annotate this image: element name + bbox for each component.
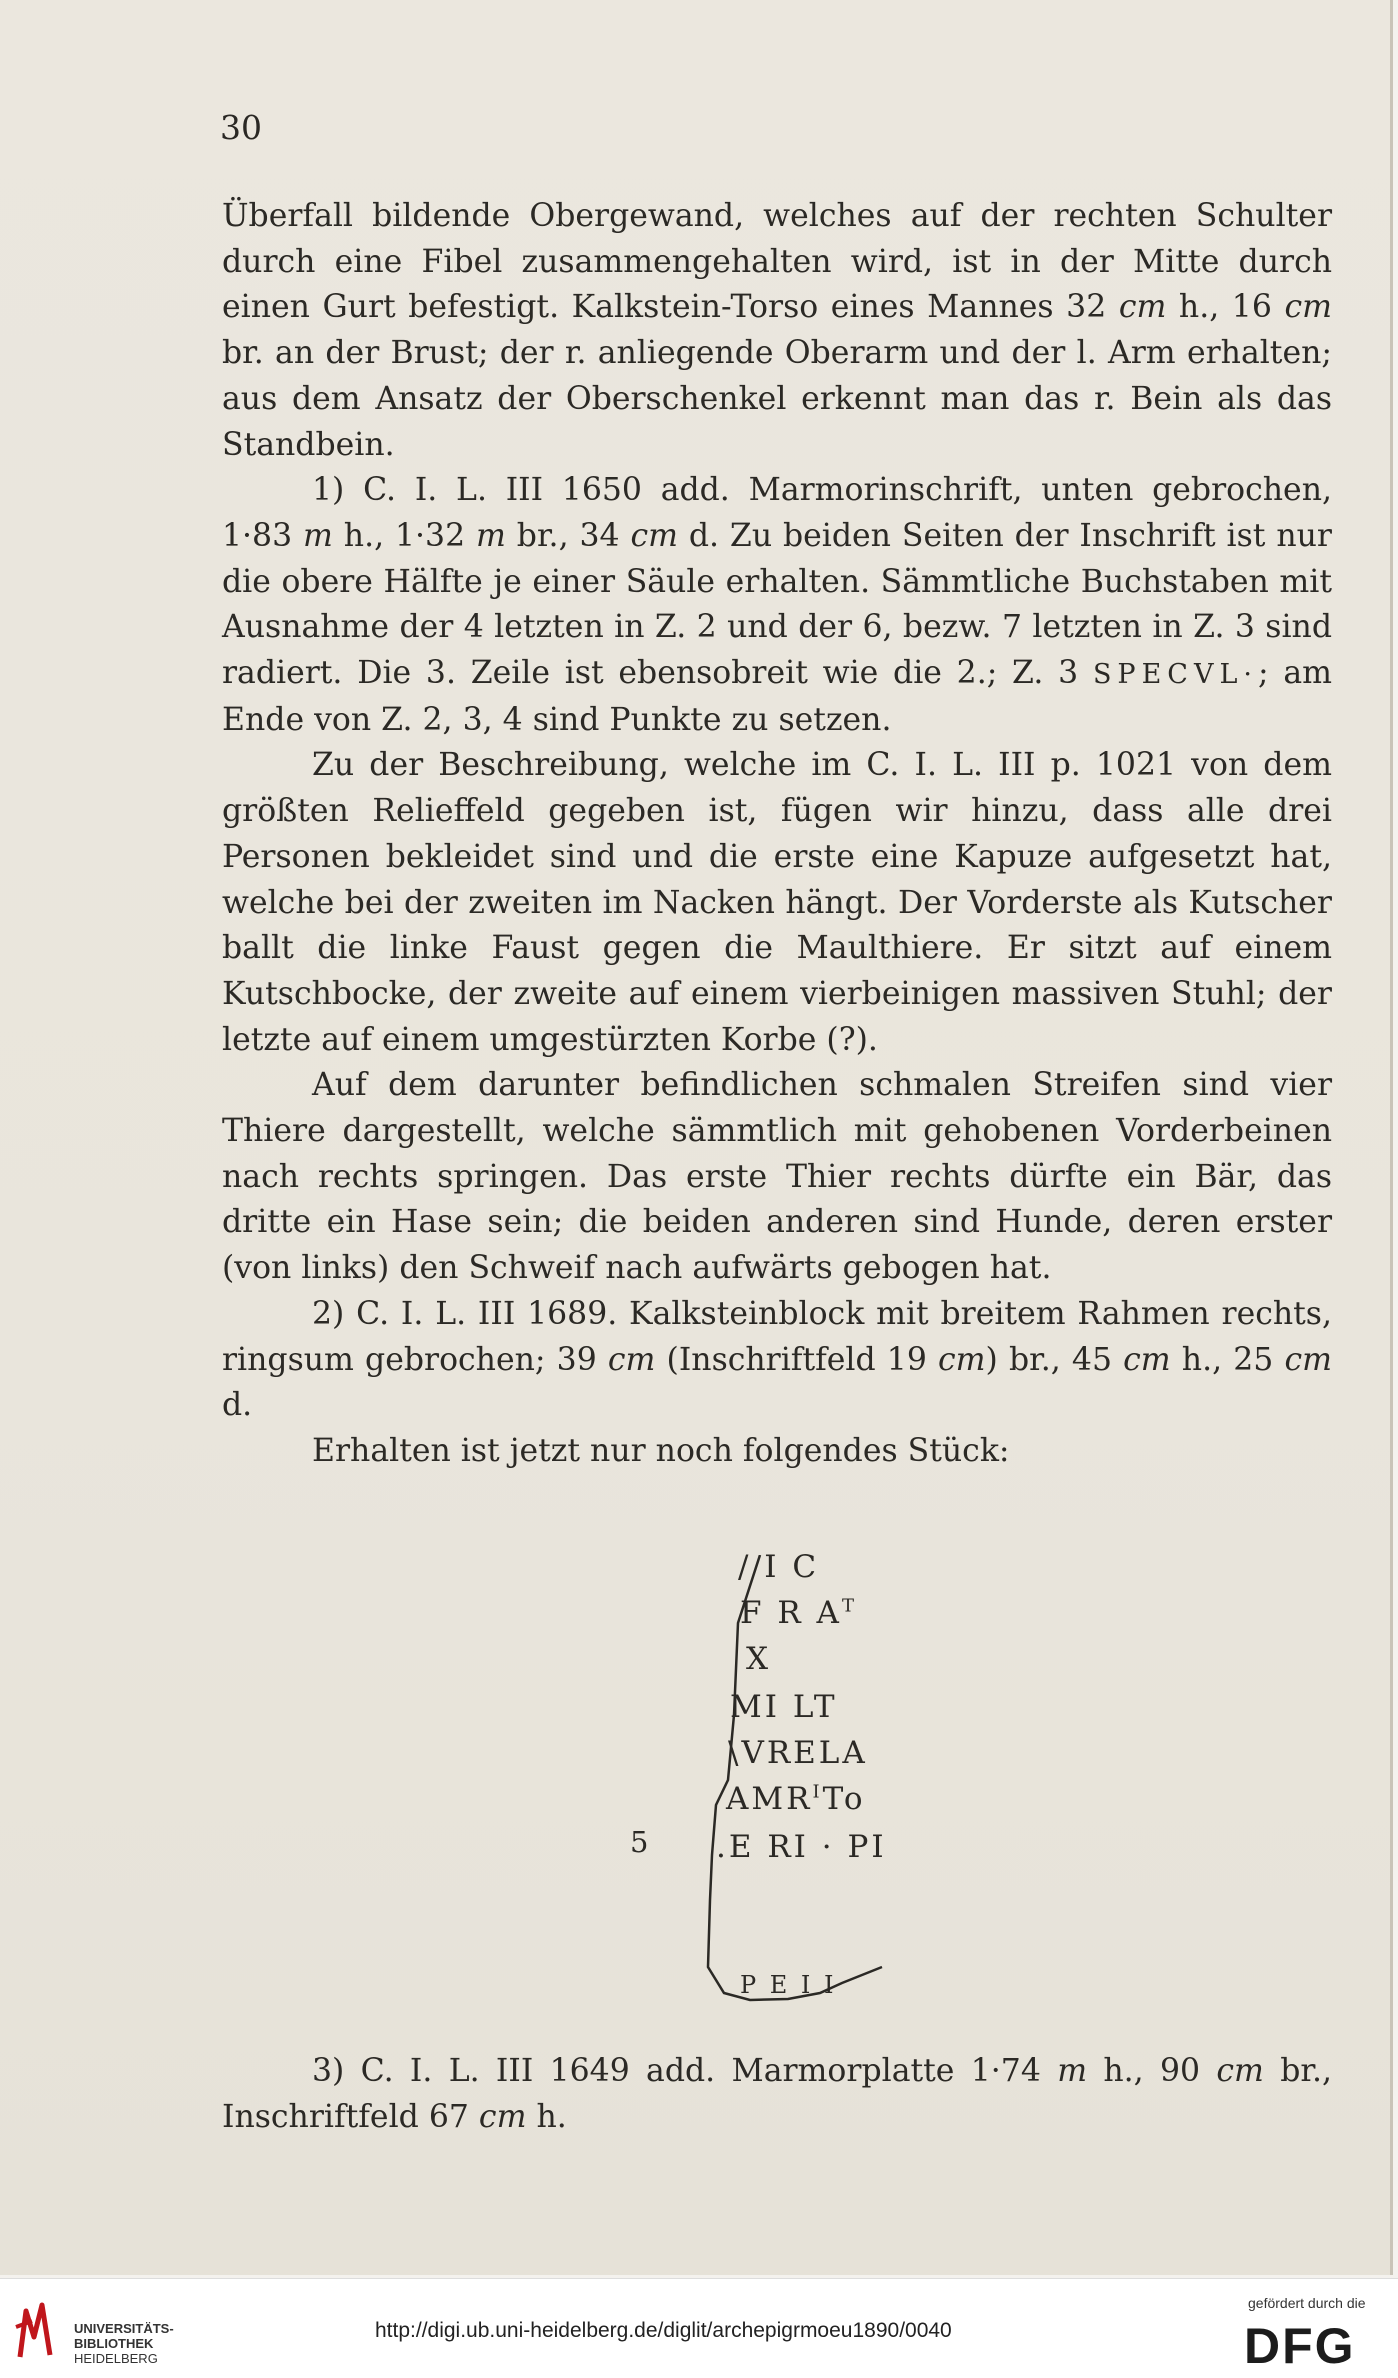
- inscription-fragment: [620, 1549, 1020, 2025]
- text-run: Überfall bildende Obergewand, welches auf der rechten Schulter durch eine Fibel zusammengehalten wird, ist in der Mitte durch einen Gurt befestigt. Kalkstein-Torso eines Mannes 32: [222, 198, 1332, 326]
- unit-text: cm: [630, 517, 678, 554]
- unit-text: m: [1057, 2053, 1088, 2089]
- unit-text: cm: [938, 1341, 986, 1378]
- paragraph-7: [222, 2049, 1332, 2140]
- inscription-line: P E I I: [740, 1971, 837, 1999]
- text-run: h., 25: [1170, 1341, 1285, 1378]
- text-run: br. an der Brust; der r. anliegende Oberarm und der l. Arm erhalten; aus dem Ansatz der Oberschenkel erkennt man das r. Bein als das Standbein.: [222, 335, 1332, 463]
- library-name-line-3: HEIDELBERG: [74, 2351, 158, 2366]
- text-run: d. Zu beiden Seiten der Inschrift ist nur die obere Hälfte je einer Säule erhalten. Sämmtliche Buchstaben mit Ausnahme der 4 letzten in Z. 2 und der 6, bezw. 7 letzten in Z. 3 sind radiert. Die 3. Zeile ist ebensobreit wie die 2.; Z. 3: [222, 517, 1332, 692]
- text-run: h.: [526, 2098, 567, 2135]
- text-run: (Inschriftfeld 19: [655, 1341, 939, 1378]
- inscription-line-number: 5: [630, 1825, 649, 1859]
- superscript-letter: T: [841, 1595, 857, 1617]
- sponsor-block[interactable]: [1230, 2293, 1390, 2373]
- inscription-line: F R $A^T$: [740, 1595, 857, 1631]
- unit-text: m: [303, 517, 333, 554]
- sponsor-text: gefördert durch die: [1248, 2295, 1366, 2311]
- unit-text: cm: [1118, 289, 1167, 326]
- unit-text: cm: [1284, 289, 1332, 326]
- text-run: br., 34: [505, 517, 631, 554]
- text-run: Erhalten ist jetzt nur noch folgendes Stück:: [312, 1432, 1010, 1469]
- text-run: d.: [222, 1387, 253, 1424]
- text-run: h., 16: [1166, 289, 1285, 326]
- paragraph-3: [222, 743, 1332, 1063]
- page-number: 30: [220, 108, 262, 147]
- unit-text: cm: [1216, 2053, 1264, 2089]
- paragraph-6: [222, 1429, 1332, 1475]
- unit-text: cm: [1123, 1341, 1171, 1378]
- paragraph-4: [222, 1063, 1332, 1292]
- superscript-letter: I: [812, 1781, 823, 1803]
- text-run: h., 90: [1087, 2053, 1217, 2089]
- ub-heidelberg-logo-icon: [12, 2297, 62, 2363]
- inscription-quote: SPECVL·: [1092, 659, 1258, 691]
- inscription-line: X: [746, 1641, 772, 1677]
- text-run: 2) C. I. L. III 1689. Kalksteinblock mit breitem Rahmen rechts, ringsum gebrochen; 39: [222, 1295, 1332, 1378]
- text-run: Zu der Beschreibung, welche im C. I. L. III p. 1021 von dem größten Relieffeld gegeben ist, fügen wir hinzu, dass alle drei Personen bekleidet sind und die erste eine Kapuze aufgesetzt hat, welche bei der zweiten im Nacken hängt. Der Vorderste als Kutscher ballt die linke Faust gegen die Maulthiere. Er sitzt auf einem Kutschbocke, der zweite auf einem vierbeinigen massiven Stuhl; der letzte auf einem umgestürzten Korbe (?).: [222, 747, 1332, 1058]
- body-text: [222, 194, 1332, 1475]
- library-name: [74, 2321, 174, 2366]
- paragraph-5: [222, 1292, 1332, 1429]
- paragraph-2: [222, 468, 1332, 743]
- inscription-line: / I C: [738, 1549, 820, 1585]
- text-run: 1) C. I. L. III 1650 add. Marmorinschrift, unten gebrochen, 1·83: [222, 472, 1332, 554]
- library-name-line-1: UNIVERSITÄTS-: [74, 2321, 174, 2336]
- dfg-logo: DFG: [1244, 2318, 1356, 2374]
- text-run: 3) C. I. L. III 1649 add. Marmorplatte 1·74: [312, 2053, 1058, 2089]
- text-run: br., Inschriftfeld 67: [222, 2053, 1332, 2135]
- inscription-line: ΜI LT: [730, 1689, 838, 1725]
- text-run: h., 1·32: [332, 517, 477, 554]
- inscription-line: .E RI · PI: [716, 1829, 887, 1865]
- text-run: ; am Ende von Z. 2, 3, 4 sind Punkte zu setzen.: [222, 655, 1332, 738]
- unit-text: cm: [478, 2098, 527, 2135]
- permalink-url[interactable]: http://digi.ub.uni-heidelberg.de/diglit/archepigrmoeu1890/0040: [375, 2319, 952, 2342]
- unit-text: cm: [1284, 1341, 1332, 1378]
- unit-text: m: [476, 517, 506, 554]
- text-run: Auf dem darunter befindlichen schmalen Streifen sind vier Thiere dargestellt, welche sämmtlich mit gehobenen Vorderbeinen nach rechts springen. Das erste Thier rechts dürfte ein Bär, das dritte ein Hase sein; die beiden anderen sind Hunde, deren erster (von links) den Schweif nach aufwärts gebogen hat.: [222, 1067, 1332, 1287]
- university-library-logo[interactable]: [12, 2297, 192, 2366]
- unit-text: cm: [607, 1341, 656, 1378]
- library-name-line-2: BIBLIOTHEK: [74, 2336, 154, 2351]
- footer-bar: [0, 2278, 1398, 2378]
- inscription-line: \VRELA: [728, 1735, 868, 1771]
- bottom-text: [222, 2049, 1332, 2140]
- inscription-line: $AMR^ITo$: [726, 1781, 866, 1817]
- paragraph-1: [222, 194, 1332, 468]
- text-run: ) br., 45: [985, 1341, 1124, 1378]
